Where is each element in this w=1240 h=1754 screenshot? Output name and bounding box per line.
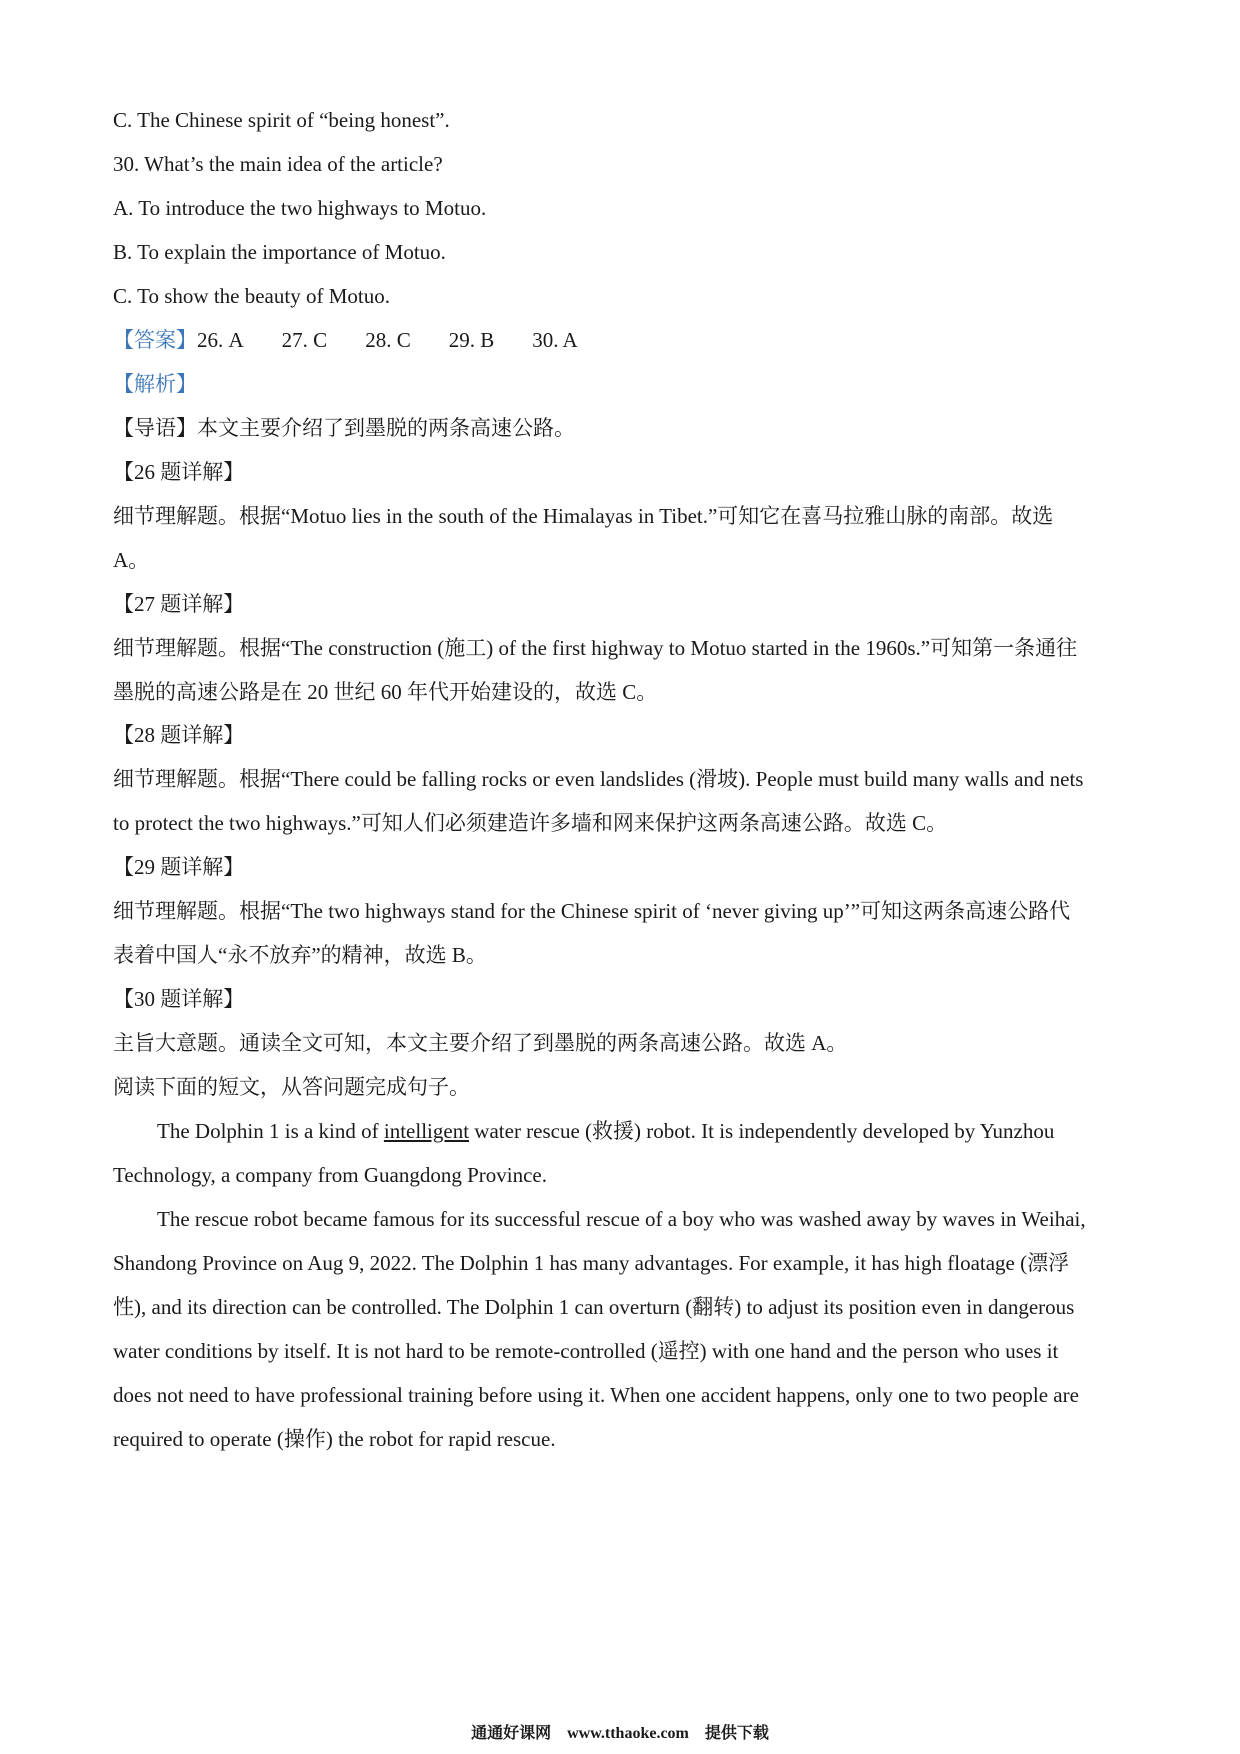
- detail-text-29: 细节理解题。根据“The two highways stand for the Chinese spirit of ‘never giving up’”可知这两条高速公路代: [113, 899, 1071, 923]
- passage-p2-line3: 性), and its direction can be controlled. The Dolphin 1 can overturn (翻转) to adjust its position even in dangerous: [113, 1295, 1075, 1319]
- passage-p2-line4: water conditions by itself. It is not hard to be remote-controlled (遥控) with one hand and the person who uses it: [113, 1339, 1059, 1363]
- detail-heading-27: 【27 题详解】: [113, 592, 245, 616]
- passage-p1-line2: Technology, a company from Guangdong Province.: [113, 1163, 547, 1187]
- analysis-label: 【解析】: [113, 372, 197, 396]
- detail-heading-26: 【26 题详解】: [113, 460, 245, 484]
- passage-text: The Dolphin 1 is a kind of: [157, 1119, 384, 1143]
- detail-heading-29: 【29 题详解】: [113, 855, 245, 879]
- answer-item: 27. C: [281, 328, 328, 352]
- q30-option-a: A. To introduce the two highways to Motuo.: [113, 196, 487, 220]
- passage-text: water rescue (救援) robot. It is independently developed by Yunzhou: [469, 1119, 1055, 1143]
- intro-text: 【导语】本文主要介绍了到墨脱的两条高速公路。: [113, 416, 575, 440]
- detail-text-29-cont: 表着中国人“永不放弃”的精神，故选 B。: [113, 943, 487, 967]
- detail-text-30: 主旨大意题。通读全文可知，本文主要介绍了到墨脱的两条高速公路。故选 A。: [113, 1031, 848, 1055]
- answer-item: 26. A: [197, 328, 244, 352]
- detail-text-28: 细节理解题。根据“There could be falling rocks or even landslides (滑坡). People must build many walls and nets: [113, 767, 1084, 791]
- answer-item: 28. C: [365, 328, 411, 352]
- passage-p2-line6: required to operate (操作) the robot for rapid rescue.: [113, 1427, 556, 1451]
- passage-p2-line1: The rescue robot became famous for its successful rescue of a boy who was washed away by waves in Weihai,: [157, 1207, 1086, 1231]
- passage-p1-line1: [157, 1117, 1177, 1145]
- answer-item: 29. B: [448, 328, 495, 352]
- passage-p2-line5: does not need to have professional training before using it. When one accident happens, only one to two people are: [113, 1383, 1079, 1407]
- answer-item: 30. A: [532, 328, 578, 352]
- underlined-word: intelligent: [383, 1119, 470, 1143]
- passage-p2-line2: Shandong Province on Aug 9, 2022. The Dolphin 1 has many advantages. For example, it has high floatage (漂浮: [113, 1251, 1070, 1275]
- detail-text-26: 细节理解题。根据“Motuo lies in the south of the Himalayas in Tibet.”可知它在喜马拉雅山脉的南部。故选: [113, 504, 1054, 528]
- q29-option-c: C. The Chinese spirit of “being honest”.: [113, 108, 450, 132]
- detail-heading-30: 【30 题详解】: [113, 987, 245, 1011]
- q30-question: 30. What’s the main idea of the article?: [113, 152, 443, 176]
- detail-text-27: 细节理解题。根据“The construction (施工) of the first highway to Motuo started in the 1960s.”可知第一条通往: [113, 636, 1078, 660]
- detail-text-26-cont: A。: [113, 548, 150, 572]
- answer-label: 【答案】: [113, 328, 197, 352]
- reading-instruction: 阅读下面的短文，从答问题完成句子。: [113, 1075, 470, 1099]
- q30-option-b: B. To explain the importance of Motuo.: [113, 240, 446, 264]
- detail-heading-28: 【28 题详解】: [113, 723, 245, 747]
- page-footer: 通通好课网 www.tthaoke.com 提供下载: [471, 1725, 769, 1742]
- answer-line: [113, 326, 1133, 354]
- detail-text-28-cont: to protect the two highways.”可知人们必须建造许多墙和网来保护这两条高速公路。故选 C。: [113, 811, 948, 835]
- detail-text-27-cont: 墨脱的高速公路是在 20 世纪 60 年代开始建设的，故选 C。: [113, 680, 658, 704]
- q30-option-c: C. To show the beauty of Motuo.: [113, 284, 390, 308]
